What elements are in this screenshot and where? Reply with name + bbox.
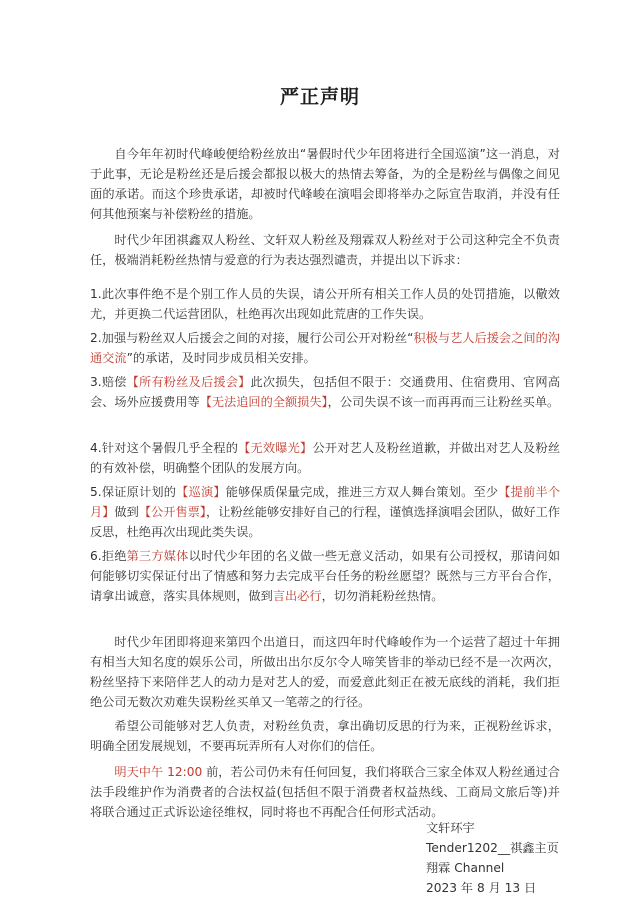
paragraph-background: 时代少年团即将迎来第四个出道日，而这四年时代峰峻作为一个运营了超过十年拥有相当大知名度的娱乐公司，所做出出尔反尔令人啼笑皆非的举动已经不是一次两次，粉丝坚持下来陪伴艺人的动力是对艺人的爱，而爱意此刻正在被无底线的消耗，我们拒绝公司无数次劝难失误粉丝买单又一笔蒂之的行径。	[90, 635, 560, 709]
page-title: 严正声明	[279, 86, 360, 108]
paragraph-hope: 希望公司能够对艺人负责，对粉丝负责，拿出确切反思的行为来，正视粉丝诉求，明确全团发展规划，不要再玩弄所有人对你们的信任。	[90, 719, 560, 753]
deadline-time: 明天中午 12:00	[114, 765, 203, 779]
highlight-text: 【提前半个月】	[90, 485, 561, 519]
signature-date: 2023 年 8 月 13 日	[426, 881, 537, 895]
highlight-text: 【无法追回的全额损失】	[199, 395, 328, 409]
demand-item-6: 6.拒绝第三方媒体以时代少年团的名义做一些无意义活动，如果有公司授权，那请问如何能够切实保证付出了情感和努力去完成平台任务的粉丝愿望？既然与三方平台合作，请拿出诚意，落实具体规则，做到言出必行，切勿消耗粉丝热情。	[90, 549, 561, 603]
demand-item-3: 3.赔偿【所有粉丝及后援会】此次损失，包括但不限于：交通费用、住宿费用、官网高会、场外应援费用等【无法追回的全额损失】，公司失误不该一而再再而三让粉丝买单。	[90, 375, 561, 409]
signature-line: Tender1202__祺鑫主页	[426, 841, 559, 855]
highlight-text: 【无效曝光】	[238, 441, 313, 455]
demand-item-4: 4.针对这个暑假几乎全程的【无效曝光】公开对艺人及粉丝道歉，并做出对艺人及粉丝的有效补偿，明确整个团队的发展方向。	[90, 441, 561, 475]
highlight-text: 【所有粉丝及后援会】	[126, 375, 251, 389]
highlight-text: 【公开售票】	[138, 505, 206, 519]
signature-line: 文轩环宇	[426, 821, 475, 835]
paragraph-deadline: 明天中午 12:00 前，若公司仍未有任何回复，我们将联合三家全体双人粉丝通过合法手段维护作为消费者的合法权益(包括但不限于消费者权益热线、工商局文旅后等)并将联合通过正式诉讼途径维权，同时将也不再配合任何形式活动。	[90, 765, 560, 819]
highlight-text: 言出必行	[272, 589, 322, 603]
demand-item-1: 1.此次事件绝不是个别工作人员的失误，请公开所有相关工作人员的处罚措施，以儆效尤，并更换二代运营团队，杜绝再次出现如此荒唐的工作失误。	[90, 287, 560, 321]
demand-item-2: 2.加强与粉丝双人后援会之间的对接，履行公司公开对粉丝“积极与艺人后援会之间的沟通交流”的承诺，及时同步成员相关安排。	[90, 331, 560, 365]
demand-item-5: 5.保证原计划的【巡演】能够保质保量完成，推进三方双人舞台策划。至少【提前半个月】做到【公开售票】，让粉丝能够安排好自己的行程，谨慎选择演唱会团队，做好工作反思，杜绝再次出现此类失误。	[90, 485, 561, 539]
highlight-text: 【巡演】	[176, 485, 226, 499]
highlight-text: 第三方媒体	[126, 549, 189, 563]
highlight-text: 积极与艺人后援会之间的沟通交流	[90, 331, 560, 365]
paragraph-intro: 自今年年初时代峰峻便给粉丝放出“暑假时代少年团将进行全国巡演”这一消息，对于此事，无论是粉丝还是后援会都报以极大的热情去筹备，为的全是粉丝与偶像之间见面的承诺。而这个珍贵承诺，却被时代峰峻在演唱会即将举办之际宣告取消，并没有任何其他预案与补偿粉丝的措施。	[90, 147, 560, 221]
signature-block	[426, 818, 626, 898]
signature-line: 翔霖 Channel	[426, 861, 505, 875]
paragraph-demands-intro: 时代少年团祺鑫双人粉丝、文轩双人粉丝及翔霖双人粉丝对于公司这种完全不负责任，极端消耗粉丝热情与爱意的行为表达强烈谴责，并提出以下诉求：	[90, 233, 560, 267]
